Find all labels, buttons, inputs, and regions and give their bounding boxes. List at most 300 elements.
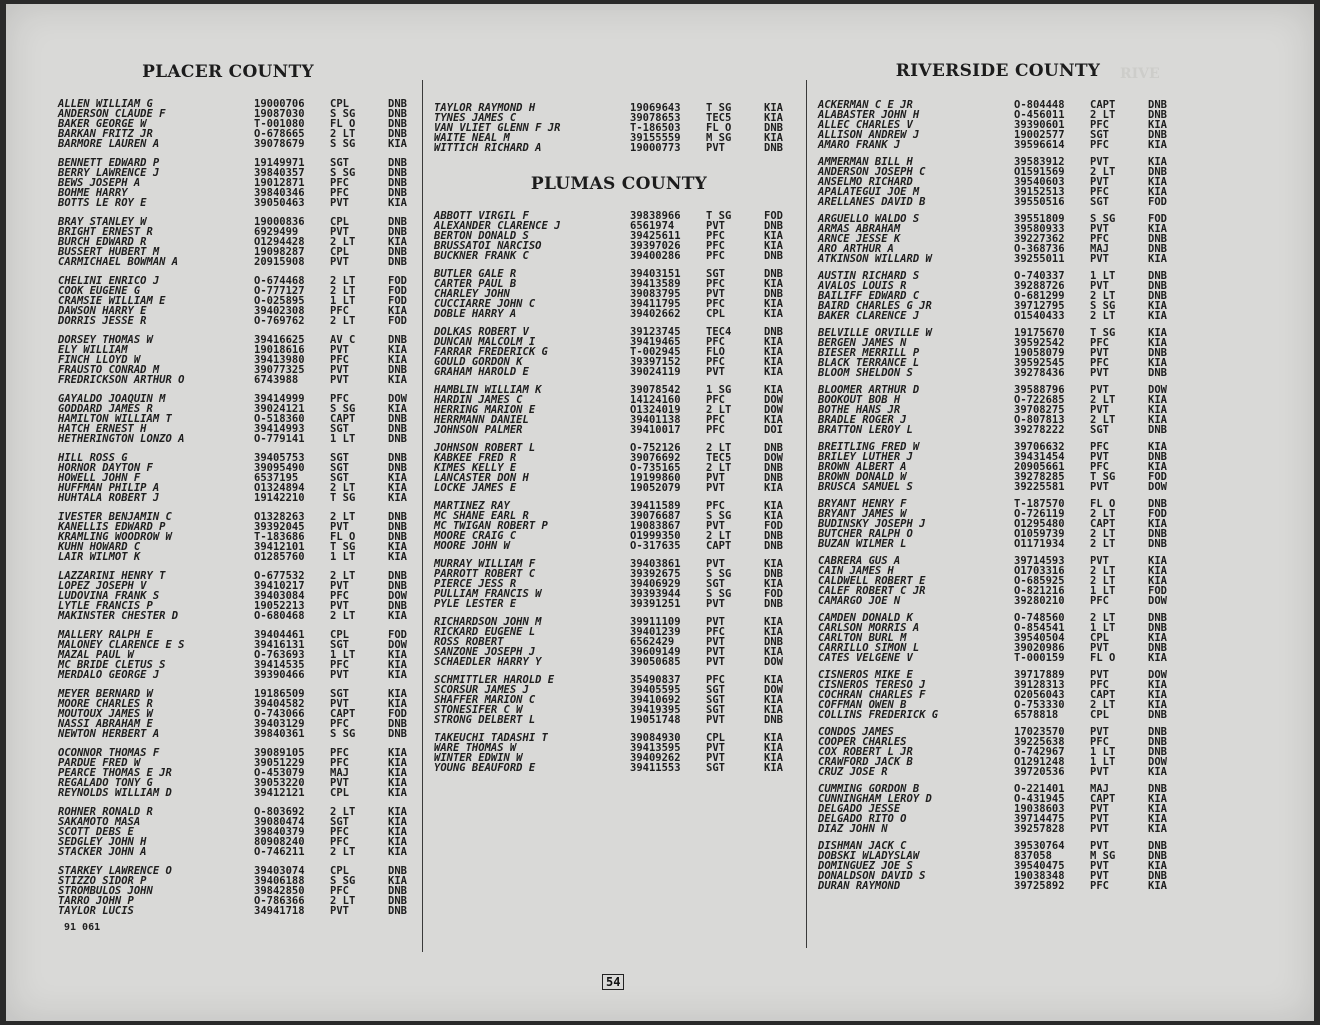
serial-number: O-763693 [254,649,305,661]
casualty-name: ARNCE JESSE K [818,233,901,245]
rank: PFC [706,674,725,686]
casualty-row [58,375,418,385]
status-code: DNB [388,905,407,917]
status-code: KIA [1148,565,1167,577]
serial-number: 39123745 [630,326,681,338]
status-code: DNB [1148,622,1167,634]
status-code: DOI [764,424,783,436]
roster-group [818,157,1188,207]
status-code: KIA [764,112,783,124]
casualty-row [434,483,804,493]
casualty-name: HUHTALA ROBERT J [58,492,160,504]
casualty-name: SCOTT DEBS E [58,826,134,838]
casualty-name: CUMMING GORDON B [818,783,920,795]
status-code: DNB [388,718,407,730]
serial-number: 6578818 [1014,709,1059,721]
serial-number: 39402308 [254,305,305,317]
casualty-name: COOK EUGENE G [58,285,141,297]
casualty-name: ATKINSON WILLARD W [818,253,932,265]
rank: CPL [1090,709,1109,721]
casualty-row [818,710,1188,720]
serial-number: O-748560 [1014,612,1065,624]
status-code: DNB [764,568,783,580]
serial-number: 39050463 [254,197,305,209]
rank: PFC [706,230,725,242]
rank: TEC5 [706,112,732,124]
casualty-row [818,311,1188,321]
status-code: FOD [1148,213,1167,225]
serial-number: 6929499 [254,226,299,238]
status-code: DOW [764,452,783,464]
serial-number: 39406188 [254,875,305,887]
casualty-row [818,824,1188,834]
status-code: DNB [1148,642,1167,654]
roster-page [6,4,1314,1021]
rank: CPL [330,216,349,228]
casualty-name: KANELLIS EDWARD P [58,521,166,533]
serial-number: 39392045 [254,521,305,533]
serial-number: O-317635 [630,540,681,552]
rank: PFC [706,240,725,252]
status-code: KIA [388,610,407,622]
rank: PFC [330,659,349,671]
rank: 2 LT [330,128,356,140]
casualty-name: SAKAMOTO MASA [58,816,141,828]
casualty-name: ROHNER RONALD R [58,806,153,818]
serial-number: 19186509 [254,688,305,700]
plumas-county-heading: PLUMAS COUNTY [530,174,708,194]
serial-number: 39840379 [254,826,305,838]
casualty-name: BROWN ALBERT A [818,461,907,473]
casualty-row [434,599,804,609]
status-code: KIA [1148,793,1167,805]
rank: CPL [330,246,349,258]
serial-number: O1328263 [254,511,305,523]
rank: 2 LT [330,846,356,858]
casualty-name: TAYLOR RAYMOND H [434,102,536,114]
serial-number: 19083867 [630,520,681,532]
rank: PFC [330,187,349,199]
status-code: KIA [1148,632,1167,644]
casualty-name: VAN VLIET GLENN F JR [434,122,561,134]
casualty-name: MAZAL PAUL W [58,649,134,661]
status-code: KIA [1148,186,1167,198]
casualty-name: AVALOS LOUIS R [818,280,907,292]
status-code: DNB [388,885,407,897]
casualty-name: HERRING MARION E [434,404,536,416]
status-code: DOW [1148,384,1167,396]
casualty-name: ARO ARTHUR A [818,243,894,255]
status-code: DNB [388,167,407,179]
status-code: KIA [388,757,407,769]
serial-number: 19087030 [254,108,305,120]
status-code: DNB [1148,498,1167,510]
serial-number: O1540433 [1014,310,1065,322]
rank: PVT [1090,176,1109,188]
status-code: DNB [1148,746,1167,758]
rank: 2 LT [330,482,356,494]
roster-group [818,841,1188,891]
casualty-name: SEDGLEY JOHN H [58,836,147,848]
casualty-name: AMMERMAN BILL H [818,156,913,168]
rank: PVT [330,521,349,533]
status-code: KIA [764,240,783,252]
casualty-name: BARMORE LAUREN A [58,138,160,150]
casualty-name: APALATEGUI JOE M [818,186,920,198]
serial-number: 39403129 [254,718,305,730]
status-code: KIA [1148,679,1167,691]
status-code: DNB [388,462,407,474]
status-code: DNB [764,220,783,232]
serial-number: 39592542 [1014,337,1065,349]
casualty-name: CALDWELL ROBERT E [818,575,926,587]
serial-number: O-786366 [254,895,305,907]
status-code: DNB [764,530,783,542]
status-code: KIA [764,752,783,764]
serial-number: O-854541 [1014,622,1065,634]
serial-number: 39050685 [630,656,681,668]
status-code: KIA [388,688,407,700]
casualty-name: STONESIFER C W [434,704,523,716]
rank: FL O [1090,498,1116,510]
status-code: KIA [764,384,783,396]
serial-number: O-678665 [254,128,305,140]
status-code: DNB [1148,783,1167,795]
rank: 1 SG [706,384,732,396]
riverside-roster [818,100,1188,891]
rank: PVT [706,752,725,764]
serial-number: 39255011 [1014,253,1065,265]
casualty-name: HAMILTON WILLIAM T [58,413,172,425]
serial-number: 19000706 [254,98,305,110]
casualty-row [818,425,1188,435]
serial-number: 39416131 [254,639,305,651]
status-code: FOD [388,315,407,327]
page-number: 54 [602,974,624,990]
casualty-name: DORSEY THOMAS W [58,334,153,346]
rank: MAJ [1090,243,1109,255]
casualty-name: COLLINS FREDERICK G [818,709,939,721]
serial-number: O-735165 [630,462,681,474]
status-code: KIA [764,356,783,368]
rank: 2 LT [706,404,732,416]
roster-group [58,512,418,562]
rank: T SG [330,541,356,553]
serial-number: 39413589 [630,278,681,290]
status-code: DNB [1148,726,1167,738]
status-code: DNB [1148,243,1167,255]
serial-number: 19149971 [254,157,305,169]
rank: T SG [706,102,732,114]
rank: PFC [330,836,349,848]
casualty-row [434,763,804,773]
serial-number: 39706632 [1014,441,1065,453]
status-code: DOW [388,393,407,405]
casualty-row [58,139,418,149]
rank: FL O [1090,652,1116,664]
casualty-name: GOULD GORDON K [434,356,523,368]
casualty-name: BUDINSKY JOSEPH J [818,518,926,530]
casualty-name: HORNOR DAYTON F [58,462,153,474]
status-code: DNB [388,177,407,189]
rank: 2 LT [1090,109,1116,121]
serial-number: O-722685 [1014,394,1065,406]
serial-number: O-752126 [630,442,681,454]
serial-number: 39551809 [1014,213,1065,225]
rank: PVT [1090,813,1109,825]
status-code: KIA [388,344,407,356]
status-code: KIA [1148,414,1167,426]
status-code: KIA [388,236,407,248]
casualty-row [434,425,804,435]
status-code: KIA [388,826,407,838]
status-code: KIA [764,742,783,754]
casualty-row [58,670,418,680]
casualty-name: TAYLOR LUCIS [58,905,134,917]
status-code: DNB [764,598,783,610]
rank: PVT [706,472,725,484]
serial-number: 39412121 [254,787,305,799]
placer-county-heading: PLACER COUNTY [142,62,314,82]
plumas-roster [434,211,804,773]
serial-number: 19000836 [254,216,305,228]
casualty-name: PULLIAM FRANCIS W [434,588,542,600]
casualty-row [434,541,804,551]
roster-group [818,727,1188,777]
casualty-name: STIZZO SIDOR P [58,875,147,887]
casualty-name: ELY WILLIAM [58,344,128,356]
status-code: FOD [388,708,407,720]
placer-roster [58,99,418,916]
status-code: DNB [388,521,407,533]
rank: PFC [706,394,725,406]
serial-number: 39840361 [254,728,305,740]
serial-number: 39155559 [630,132,681,144]
serial-number: 19038348 [1014,870,1065,882]
casualty-name: GODDARD JAMES R [58,403,153,415]
casualty-name: HUFFMAN PHILIP A [58,482,160,494]
status-code: DNB [764,636,783,648]
casualty-row [818,254,1188,264]
rank: 2 LT [1090,612,1116,624]
serial-number: 39152513 [1014,186,1065,198]
status-code: KIA [1148,803,1167,815]
status-code: DNB [1148,424,1167,436]
status-code: FOD [388,295,407,307]
status-code: DNB [1148,280,1167,292]
status-code: DNB [388,413,407,425]
rank: SGT [330,157,349,169]
casualty-name: STARKEY LAWRENCE O [58,865,172,877]
rank: CAPT [330,708,356,720]
casualty-name: HATCH ERNEST H [58,423,147,435]
casualty-name: BUTLER GALE R [434,268,517,280]
status-code: KIA [764,230,783,242]
rank: MAJ [330,767,349,779]
status-code: KIA [388,551,407,563]
casualty-name: FRAUSTO CONRAD M [58,364,160,376]
serial-number: 39401138 [630,414,681,426]
status-code: FOD [1148,508,1167,520]
serial-number: 39413980 [254,354,305,366]
status-code: KIA [764,414,783,426]
status-code: DNB [388,511,407,523]
serial-number: 19051748 [630,714,681,726]
status-code: DNB [388,157,407,169]
casualty-row [434,367,804,377]
rank: S SG [706,588,732,600]
status-code: KIA [1148,223,1167,235]
casualty-name: BOHME HARRY [58,187,128,199]
status-code: FOD [764,520,783,532]
casualty-name: MAKINSTER CHESTER D [58,610,179,622]
casualty-name: CRAWFORD JACK B [818,756,913,768]
casualty-name: HAMBLIN WILLIAM K [434,384,542,396]
rank: PVT [1090,481,1109,493]
casualty-name: ANDERSON JOSEPH C [818,166,926,178]
serial-number: O-685925 [1014,575,1065,587]
status-code: KIA [388,806,407,818]
serial-number: 39431454 [1014,451,1065,463]
casualty-row [818,881,1188,891]
serial-number: 39390601 [1014,119,1065,131]
serial-number: 20905661 [1014,461,1065,473]
rank: SGT [1090,196,1109,208]
casualty-name: LOCKE JAMES E [434,482,517,494]
rank: PVT [1090,451,1109,463]
footer-code: 91 061 [64,922,101,933]
rank: PVT [330,374,349,386]
roster-group [818,499,1188,549]
casualty-row [58,906,418,916]
status-code: DNB [764,250,783,262]
serial-number: 39530764 [1014,840,1065,852]
roster-group [818,670,1188,720]
serial-number: 39076687 [630,510,681,522]
casualty-name: DURAN RAYMOND [818,880,901,892]
status-code: KIA [1148,394,1167,406]
rank: S SG [706,568,732,580]
status-code: DNB [388,865,407,877]
status-code: DOW [1148,756,1167,768]
status-code: KIA [764,578,783,590]
status-code: KIA [764,616,783,628]
casualty-name: COX ROBERT L JR [818,746,913,758]
casualty-row [58,847,418,857]
casualty-name: ALEXANDER CLARENCE J [434,220,561,232]
casualty-name: REGALADO TONY G [58,777,153,789]
roster-group [434,617,804,667]
serial-number: 20915908 [254,256,305,268]
casualty-name: GAYALDO JOAQUIN M [58,393,166,405]
casualty-name: BRYANT HENRY F [818,498,907,510]
status-code: KIA [388,482,407,494]
serial-number: 39405595 [630,684,681,696]
casualty-row [434,657,804,667]
casualty-name: CISNEROS MIKE E [818,669,913,681]
rank: PFC [330,177,349,189]
status-code: KIA [388,816,407,828]
casualty-name: PEARCE THOMAS E JR [58,767,172,779]
serial-number: 39403151 [630,268,681,280]
rank: 2 LT [1090,508,1116,520]
serial-number: 39278285 [1014,471,1065,483]
status-code: DOW [1148,481,1167,493]
casualty-name: ABBOTT VIRGIL F [434,210,529,222]
status-code: FOD [388,629,407,641]
status-code: DNB [388,216,407,228]
rank: PVT [706,646,725,658]
casualty-row [58,493,418,503]
rank: SGT [330,472,349,484]
casualty-name: COOPER CHARLES [818,736,907,748]
casualty-name: NEWTON HERBERT A [58,728,160,740]
rank: SGT [330,423,349,435]
casualty-name: CAMDEN DONALD K [818,612,913,624]
rank: PVT [706,520,725,532]
casualty-name: REYNOLDS WILLIAM D [58,787,172,799]
rank: PFC [706,298,725,310]
rank: PFC [330,757,349,769]
casualty-name: SCHAEDLER HARRY Y [434,656,542,668]
serial-number: 14124160 [630,394,681,406]
serial-number: 39410217 [254,580,305,592]
rank: PFC [706,626,725,638]
rank: PVT [1090,367,1109,379]
status-code: DNB [1148,347,1167,359]
serial-number: 39390466 [254,669,305,681]
roster-group [58,394,418,444]
roster-group [818,328,1188,378]
rank: PVT [1090,280,1109,292]
status-code: KIA [388,875,407,887]
status-code: KIA [764,626,783,638]
status-code: KIA [1148,176,1167,188]
serial-number: O-740337 [1014,270,1065,282]
status-code: KIA [764,646,783,658]
rank: PFC [330,590,349,602]
status-code: FOD [1148,196,1167,208]
roster-group [818,271,1188,321]
serial-number: T-186503 [630,122,681,134]
serial-number: 34941718 [254,905,305,917]
casualty-name: BERGEN JAMES N [818,337,907,349]
status-code: DNB [1148,166,1167,178]
rank: PFC [706,424,725,436]
status-code: DOW [764,404,783,416]
rank: PFC [1090,595,1109,607]
casualty-name: NASSI ABRAHAM E [58,718,153,730]
casualty-row [434,309,804,319]
casualty-name: MURRAY WILLIAM F [434,558,536,570]
rank: PFC [330,826,349,838]
casualty-name: CUCCIARRE JOHN C [434,298,536,310]
rank: MAJ [1090,783,1109,795]
serial-number: 19038603 [1014,803,1065,815]
status-code: DNB [388,334,407,346]
status-code: KIA [388,354,407,366]
serial-number: O-518360 [254,413,305,425]
serial-number: 39078653 [630,112,681,124]
rank: PVT [1090,860,1109,872]
serial-number: O-681299 [1014,290,1065,302]
rank: SGT [706,694,725,706]
serial-number: O2056043 [1014,689,1065,701]
status-code: KIA [388,767,407,779]
serial-number: 19012871 [254,177,305,189]
casualty-name: BERRY LAWRENCE J [58,167,160,179]
serial-number: 39401239 [630,626,681,638]
